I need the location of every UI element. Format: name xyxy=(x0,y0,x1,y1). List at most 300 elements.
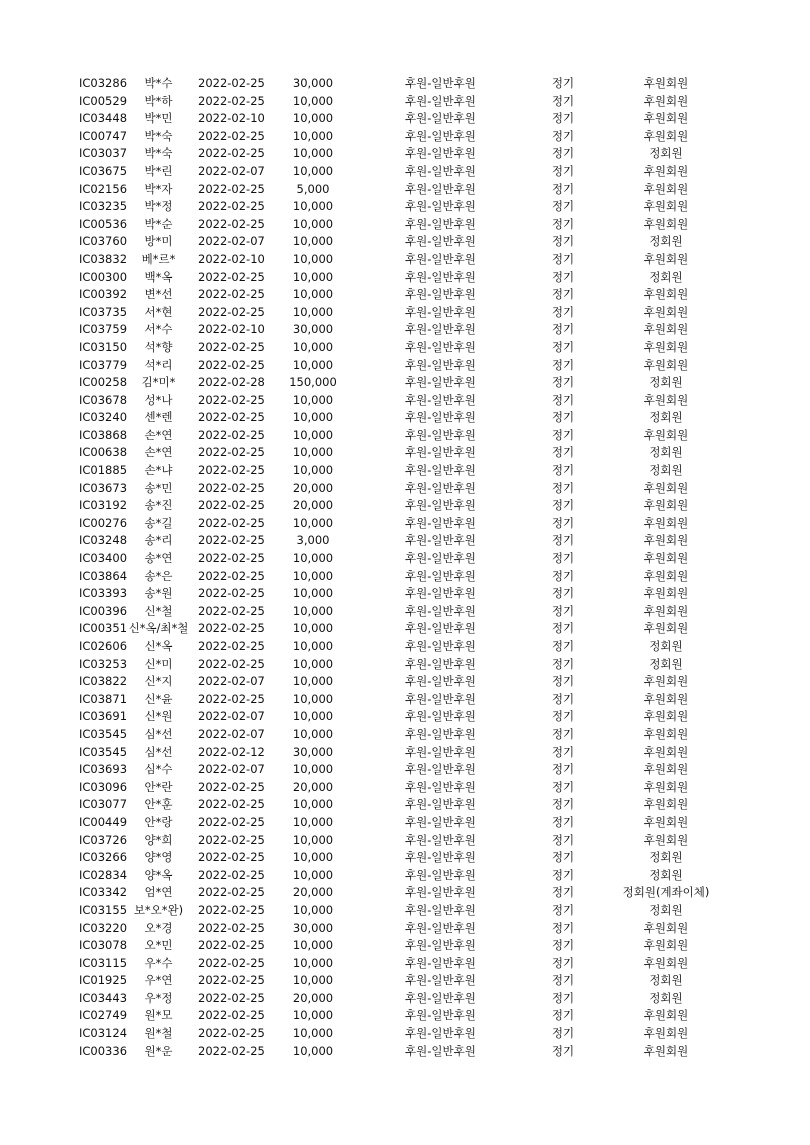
donor-name-cell: 신*원 xyxy=(144,709,173,724)
donation-date-cell: 2022-02-07 xyxy=(198,709,265,724)
amount-cell: 10,000 xyxy=(292,128,334,143)
donation-cycle-cell: 정기 xyxy=(551,568,575,583)
donation-type-cell: 후원-일반후원 xyxy=(405,867,476,882)
donation-date-cell: 2022-02-25 xyxy=(198,515,265,530)
donation-type-cell: 후원-일반후원 xyxy=(405,111,476,126)
donation-date-cell: 2022-02-25 xyxy=(198,656,265,671)
donation-type-cell: 후원-일반후원 xyxy=(405,885,476,900)
amount-cell: 10,000 xyxy=(292,656,334,671)
amount-cell: 10,000 xyxy=(292,251,334,266)
donation-type-cell: 후원-일반후원 xyxy=(405,586,476,601)
member-type-cell: 후원회원 xyxy=(643,779,689,794)
donation-cycle-cell: 정기 xyxy=(551,586,575,601)
amount-cell: 10,000 xyxy=(292,445,334,460)
amount-cell: 10,000 xyxy=(292,410,334,425)
donation-type-cell: 후원-일반후원 xyxy=(405,726,476,741)
donation-date-cell: 2022-02-25 xyxy=(198,392,265,407)
donation-type-cell: 후원-일반후원 xyxy=(405,551,476,566)
member-type-cell: 후원회원 xyxy=(643,551,689,566)
donation-type-cell: 후원-일반후원 xyxy=(405,1043,476,1058)
donor-id-cell: IC00392 xyxy=(79,287,128,302)
donor-id-cell: IC03726 xyxy=(79,832,128,847)
donation-date-cell: 2022-02-25 xyxy=(198,1043,265,1058)
donor-id-cell: IC03443 xyxy=(79,990,128,1005)
donation-type-cell: 후원-일반후원 xyxy=(405,304,476,319)
amount-cell: 10,000 xyxy=(292,639,334,653)
donation-type-cell: 후원-일반후원 xyxy=(405,744,476,759)
amount-cell: 10,000 xyxy=(292,568,334,583)
donation-cycle-cell: 정기 xyxy=(551,463,575,478)
donation-type-cell: 후원-일반후원 xyxy=(405,339,476,354)
table-row xyxy=(0,216,810,234)
donor-id-cell: IC03150 xyxy=(79,339,128,354)
donation-date-cell: 2022-02-12 xyxy=(198,744,265,759)
table-row xyxy=(0,849,810,867)
donation-cycle-cell: 정기 xyxy=(551,480,575,495)
donor-id-cell: IC03240 xyxy=(79,410,128,425)
donation-type-cell: 후원-일반후원 xyxy=(405,269,476,284)
donation-date-cell: 2022-02-25 xyxy=(198,1026,265,1041)
donor-name-cell: 박*순 xyxy=(144,216,173,231)
table-row xyxy=(0,1043,810,1061)
donor-id-cell: IC03868 xyxy=(79,427,128,442)
donation-date-cell: 2022-02-25 xyxy=(198,902,265,917)
donor-id-cell: IC03691 xyxy=(79,709,128,724)
donation-date-cell: 2022-02-25 xyxy=(198,814,265,829)
amount-cell: 10,000 xyxy=(292,709,334,724)
donation-date-cell: 2022-02-25 xyxy=(198,76,265,90)
donor-name-cell: 송*길 xyxy=(144,515,173,530)
table-row xyxy=(0,427,810,445)
amount-cell: 10,000 xyxy=(292,832,334,847)
donation-date-cell: 2022-02-07 xyxy=(198,726,265,741)
donor-id-cell: IC03155 xyxy=(79,902,128,917)
donor-name-cell: 신*철 xyxy=(144,603,173,618)
donor-id-cell: IC03448 xyxy=(79,111,128,126)
donor-id-cell: IC03673 xyxy=(79,480,128,495)
donation-cycle-cell: 정기 xyxy=(551,674,575,689)
donor-id-cell: IC03545 xyxy=(79,744,128,759)
donor-id-cell: IC00336 xyxy=(79,1043,128,1058)
amount-cell: 10,000 xyxy=(292,814,334,829)
donation-date-cell: 2022-02-25 xyxy=(198,691,265,706)
table-row xyxy=(0,550,810,568)
donor-id-cell: IC00351 xyxy=(79,621,128,636)
amount-cell: 10,000 xyxy=(292,621,334,636)
donation-cycle-cell: 정기 xyxy=(551,76,575,90)
donation-date-cell: 2022-02-25 xyxy=(198,938,265,953)
member-type-cell: 후원회원 xyxy=(643,480,689,495)
table-row xyxy=(0,145,810,163)
donor-id-cell: IC03115 xyxy=(79,955,128,970)
member-type-cell: 후원회원 xyxy=(643,568,689,583)
donation-cycle-cell: 정기 xyxy=(551,287,575,302)
table-row xyxy=(0,673,810,691)
donation-cycle-cell: 정기 xyxy=(551,146,575,161)
donor-name-cell: 박*수 xyxy=(144,76,173,90)
donation-cycle-cell: 정기 xyxy=(551,814,575,829)
amount-cell: 10,000 xyxy=(292,850,334,865)
member-type-cell: 후원회원 xyxy=(643,339,689,354)
member-type-cell: 후원회원 xyxy=(643,1026,689,1041)
donor-id-cell: IC00529 xyxy=(79,93,128,108)
member-type-cell: 후원회원 xyxy=(643,427,689,442)
member-type-cell: 정회원 xyxy=(649,146,683,161)
donation-type-cell: 후원-일반후원 xyxy=(405,568,476,583)
donor-id-cell: IC00536 xyxy=(79,216,128,231)
member-type-cell: 후원회원 xyxy=(643,691,689,706)
donation-type-cell: 후원-일반후원 xyxy=(405,814,476,829)
donation-type-cell: 후원-일반후원 xyxy=(405,955,476,970)
donor-name-cell: 신*미 xyxy=(144,656,173,671)
donor-id-cell: IC03545 xyxy=(79,726,128,741)
donor-name-cell: 신*옥/최*철 xyxy=(128,621,189,636)
table-row xyxy=(0,656,810,674)
donation-type-cell: 후원-일반후원 xyxy=(405,902,476,917)
donor-name-cell: 보*오*완) xyxy=(133,902,184,917)
donor-name-cell: 우*연 xyxy=(144,973,173,988)
table-row xyxy=(0,1025,810,1043)
donation-ledger-table xyxy=(0,75,810,1060)
table-row xyxy=(0,374,810,392)
donation-cycle-cell: 정기 xyxy=(551,93,575,108)
member-type-cell: 후원회원 xyxy=(643,533,689,548)
donation-date-cell: 2022-02-25 xyxy=(198,867,265,882)
donation-cycle-cell: 정기 xyxy=(551,1008,575,1023)
amount-cell: 10,000 xyxy=(292,902,334,917)
amount-cell: 10,000 xyxy=(292,674,334,689)
donation-type-cell: 후원-일반후원 xyxy=(405,779,476,794)
member-type-cell: 정회원 xyxy=(649,234,683,249)
donation-date-cell: 2022-02-25 xyxy=(198,498,265,513)
donation-cycle-cell: 정기 xyxy=(551,744,575,759)
amount-cell: 10,000 xyxy=(292,93,334,108)
donation-cycle-cell: 정기 xyxy=(551,656,575,671)
donor-name-cell: 성*나 xyxy=(144,392,173,407)
table-row xyxy=(0,779,810,797)
donor-id-cell: IC02606 xyxy=(79,639,128,653)
donation-type-cell: 후원-일반후원 xyxy=(405,920,476,935)
member-type-cell: 후원회원 xyxy=(643,392,689,407)
donor-name-cell: 박*자 xyxy=(144,181,173,196)
donor-id-cell: IC03822 xyxy=(79,674,128,689)
donor-name-cell: 박*숙 xyxy=(144,146,173,161)
donation-type-cell: 후원-일반후원 xyxy=(405,515,476,530)
donation-cycle-cell: 정기 xyxy=(551,797,575,812)
donor-id-cell: IC03253 xyxy=(79,656,128,671)
donation-date-cell: 2022-02-25 xyxy=(198,339,265,354)
table-row xyxy=(0,902,810,920)
donation-cycle-cell: 정기 xyxy=(551,832,575,847)
donation-type-cell: 후원-일반후원 xyxy=(405,797,476,812)
donor-name-cell: 우*정 xyxy=(144,990,173,1005)
amount-cell: 10,000 xyxy=(292,339,334,354)
donation-date-cell: 2022-02-10 xyxy=(198,322,265,337)
donor-id-cell: IC02749 xyxy=(79,1008,128,1023)
donation-cycle-cell: 정기 xyxy=(551,621,575,636)
table-row xyxy=(0,814,810,832)
donation-date-cell: 2022-02-07 xyxy=(198,762,265,777)
donation-date-cell: 2022-02-25 xyxy=(198,955,265,970)
donor-id-cell: IC00300 xyxy=(79,269,128,284)
donation-cycle-cell: 정기 xyxy=(551,639,575,653)
donation-cycle-cell: 정기 xyxy=(551,322,575,337)
donor-name-cell: 송*진 xyxy=(144,498,173,513)
donor-name-cell: 오*경 xyxy=(144,920,173,935)
amount-cell: 30,000 xyxy=(292,76,334,90)
member-type-cell: 후원회원 xyxy=(643,955,689,970)
donor-name-cell: 센*렌 xyxy=(144,410,173,425)
donation-date-cell: 2022-02-25 xyxy=(198,797,265,812)
donation-cycle-cell: 정기 xyxy=(551,762,575,777)
donor-id-cell: IC01925 xyxy=(79,973,128,988)
donation-cycle-cell: 정기 xyxy=(551,392,575,407)
donation-cycle-cell: 정기 xyxy=(551,128,575,143)
amount-cell: 20,000 xyxy=(292,990,334,1005)
donation-cycle-cell: 정기 xyxy=(551,410,575,425)
donor-id-cell: IC00747 xyxy=(79,128,128,143)
member-type-cell: 후원회원 xyxy=(643,199,689,214)
donor-id-cell: IC00449 xyxy=(79,814,128,829)
donation-date-cell: 2022-02-25 xyxy=(198,1008,265,1023)
donation-type-cell: 후원-일반후원 xyxy=(405,216,476,231)
donation-type-cell: 후원-일반후원 xyxy=(405,322,476,337)
donor-id-cell: IC03779 xyxy=(79,357,128,372)
table-row xyxy=(0,796,810,814)
member-type-cell: 후원회원 xyxy=(643,251,689,266)
member-type-cell: 후원회원 xyxy=(643,93,689,108)
donor-name-cell: 원*철 xyxy=(144,1026,173,1041)
donor-name-cell: 송*은 xyxy=(144,568,173,583)
donation-cycle-cell: 정기 xyxy=(551,375,575,390)
amount-cell: 10,000 xyxy=(292,1008,334,1023)
donation-date-cell: 2022-02-25 xyxy=(198,920,265,935)
donor-name-cell: 원*모 xyxy=(144,1008,173,1023)
donation-type-cell: 후원-일반후원 xyxy=(405,357,476,372)
member-type-cell: 후원회원 xyxy=(643,674,689,689)
donation-date-cell: 2022-02-25 xyxy=(198,568,265,583)
donation-type-cell: 후원-일반후원 xyxy=(405,973,476,988)
donor-name-cell: 양*옥 xyxy=(144,867,173,882)
amount-cell: 10,000 xyxy=(292,234,334,249)
member-type-cell: 정회원 xyxy=(649,990,683,1005)
table-row xyxy=(0,251,810,269)
member-type-cell: 후원회원 xyxy=(643,586,689,601)
amount-cell: 10,000 xyxy=(292,287,334,302)
donor-name-cell: 안*랑 xyxy=(144,814,173,829)
member-type-cell: 정회원 xyxy=(649,867,683,882)
donor-id-cell: IC03342 xyxy=(79,885,128,900)
donation-date-cell: 2022-02-25 xyxy=(198,586,265,601)
amount-cell: 10,000 xyxy=(292,269,334,284)
donor-name-cell: 손*냐 xyxy=(144,463,173,478)
donation-date-cell: 2022-02-25 xyxy=(198,973,265,988)
donation-type-cell: 후원-일반후원 xyxy=(405,480,476,495)
table-row xyxy=(0,480,810,498)
amount-cell: 3,000 xyxy=(296,533,330,548)
table-row xyxy=(0,444,810,462)
donation-type-cell: 후원-일반후원 xyxy=(405,463,476,478)
donation-cycle-cell: 정기 xyxy=(551,304,575,319)
donation-cycle-cell: 정기 xyxy=(551,427,575,442)
table-row xyxy=(0,286,810,304)
donor-id-cell: IC03693 xyxy=(79,762,128,777)
member-type-cell: 정회원 xyxy=(649,973,683,988)
donor-name-cell: 양*영 xyxy=(144,850,173,865)
donation-cycle-cell: 정기 xyxy=(551,357,575,372)
table-row xyxy=(0,1007,810,1025)
donation-date-cell: 2022-02-07 xyxy=(198,674,265,689)
donor-id-cell: IC03675 xyxy=(79,163,128,178)
donation-cycle-cell: 정기 xyxy=(551,726,575,741)
donor-name-cell: 심*수 xyxy=(144,762,173,777)
donation-date-cell: 2022-02-25 xyxy=(198,850,265,865)
table-row xyxy=(0,603,810,621)
table-row xyxy=(0,568,810,586)
donation-cycle-cell: 정기 xyxy=(551,885,575,900)
table-row xyxy=(0,726,810,744)
table-row xyxy=(0,990,810,1008)
donation-type-cell: 후원-일반후원 xyxy=(405,832,476,847)
amount-cell: 10,000 xyxy=(292,304,334,319)
donation-type-cell: 후원-일반후원 xyxy=(405,990,476,1005)
donation-date-cell: 2022-02-25 xyxy=(198,269,265,284)
amount-cell: 10,000 xyxy=(292,973,334,988)
member-type-cell: 후원회원 xyxy=(643,163,689,178)
donation-date-cell: 2022-02-25 xyxy=(198,445,265,460)
table-row xyxy=(0,884,810,902)
amount-cell: 10,000 xyxy=(292,586,334,601)
donor-name-cell: 박*하 xyxy=(144,93,173,108)
amount-cell: 5,000 xyxy=(296,181,330,196)
donation-date-cell: 2022-02-25 xyxy=(198,93,265,108)
donor-name-cell: 원*운 xyxy=(144,1043,173,1058)
amount-cell: 10,000 xyxy=(292,1043,334,1058)
amount-cell: 10,000 xyxy=(292,603,334,618)
table-row xyxy=(0,920,810,938)
table-row xyxy=(0,181,810,199)
donation-cycle-cell: 정기 xyxy=(551,216,575,231)
donation-cycle-cell: 정기 xyxy=(551,498,575,513)
table-row xyxy=(0,357,810,375)
donor-name-cell: 석*향 xyxy=(144,339,173,354)
donor-id-cell: IC03077 xyxy=(79,797,128,812)
donation-date-cell: 2022-02-07 xyxy=(198,163,265,178)
member-type-cell: 후원회원 xyxy=(643,726,689,741)
member-type-cell: 정회원 xyxy=(649,269,683,284)
member-type-cell: 후원회원 xyxy=(643,304,689,319)
donation-type-cell: 후원-일반후원 xyxy=(405,850,476,865)
donation-type-cell: 후원-일반후원 xyxy=(405,76,476,90)
table-row xyxy=(0,269,810,287)
table-row xyxy=(0,972,810,990)
member-type-cell: 정회원 xyxy=(649,410,683,425)
table-row xyxy=(0,585,810,603)
donation-type-cell: 후원-일반후원 xyxy=(405,709,476,724)
donor-id-cell: IC03220 xyxy=(79,920,128,935)
donor-name-cell: 김*미* xyxy=(141,375,176,390)
member-type-cell: 후원회원 xyxy=(643,832,689,847)
donor-name-cell: 서*현 xyxy=(144,304,173,319)
table-row xyxy=(0,515,810,533)
amount-cell: 10,000 xyxy=(292,357,334,372)
member-type-cell: 정회원 xyxy=(649,375,683,390)
table-row xyxy=(0,867,810,885)
donor-name-cell: 안*훈 xyxy=(144,797,173,812)
member-type-cell: 후원회원 xyxy=(643,111,689,126)
member-type-cell: 후원회원 xyxy=(643,797,689,812)
donor-id-cell: IC00396 xyxy=(79,603,128,618)
donation-cycle-cell: 정기 xyxy=(551,779,575,794)
donation-type-cell: 후원-일반후원 xyxy=(405,1026,476,1041)
donor-name-cell: 우*수 xyxy=(144,955,173,970)
donation-date-cell: 2022-02-25 xyxy=(198,128,265,143)
donation-date-cell: 2022-02-25 xyxy=(198,990,265,1005)
amount-cell: 20,000 xyxy=(292,885,334,900)
table-row xyxy=(0,744,810,762)
amount-cell: 10,000 xyxy=(292,463,334,478)
donor-id-cell: IC03393 xyxy=(79,586,128,601)
donation-cycle-cell: 정기 xyxy=(551,339,575,354)
donation-date-cell: 2022-02-25 xyxy=(198,639,265,653)
amount-cell: 10,000 xyxy=(292,726,334,741)
member-type-cell: 후원회원 xyxy=(643,938,689,953)
donor-name-cell: 서*수 xyxy=(144,322,173,337)
table-row xyxy=(0,691,810,709)
donation-type-cell: 후원-일반후원 xyxy=(405,251,476,266)
donor-name-cell: 석*리 xyxy=(144,357,173,372)
donor-id-cell: IC03266 xyxy=(79,850,128,865)
amount-cell: 10,000 xyxy=(292,762,334,777)
amount-cell: 150,000 xyxy=(289,375,337,390)
member-type-cell: 후원회원 xyxy=(643,920,689,935)
table-row xyxy=(0,832,810,850)
donation-date-cell: 2022-02-25 xyxy=(198,551,265,566)
donor-id-cell: IC03286 xyxy=(79,76,128,90)
donation-cycle-cell: 정기 xyxy=(551,867,575,882)
donor-id-cell: IC03037 xyxy=(79,146,128,161)
table-row xyxy=(0,497,810,515)
amount-cell: 10,000 xyxy=(292,551,334,566)
table-row xyxy=(0,708,810,726)
donation-cycle-cell: 정기 xyxy=(551,850,575,865)
donor-name-cell: 오*민 xyxy=(144,938,173,953)
donation-type-cell: 후원-일반후원 xyxy=(405,621,476,636)
table-row xyxy=(0,761,810,779)
donor-name-cell: 송*민 xyxy=(144,480,173,495)
member-type-cell: 후원회원 xyxy=(643,357,689,372)
amount-cell: 20,000 xyxy=(292,779,334,794)
donation-cycle-cell: 정기 xyxy=(551,445,575,460)
donation-date-cell: 2022-02-10 xyxy=(198,111,265,126)
donor-name-cell: 박*민 xyxy=(144,111,173,126)
member-type-cell: 후원회원 xyxy=(643,216,689,231)
donation-type-cell: 후원-일반후원 xyxy=(405,375,476,390)
donor-id-cell: IC03735 xyxy=(79,304,128,319)
donation-cycle-cell: 정기 xyxy=(551,603,575,618)
donation-type-cell: 후원-일반후원 xyxy=(405,691,476,706)
donor-name-cell: 송*원 xyxy=(144,586,173,601)
member-type-cell: 후원회원 xyxy=(643,181,689,196)
donor-id-cell: IC03192 xyxy=(79,498,128,513)
donation-cycle-cell: 정기 xyxy=(551,709,575,724)
donation-type-cell: 후원-일반후원 xyxy=(405,163,476,178)
donation-type-cell: 후원-일반후원 xyxy=(405,146,476,161)
donor-name-cell: 신*옥 xyxy=(144,639,173,653)
donor-id-cell: IC03078 xyxy=(79,938,128,953)
donor-name-cell: 심*선 xyxy=(144,744,173,759)
donation-type-cell: 후원-일반후원 xyxy=(405,674,476,689)
